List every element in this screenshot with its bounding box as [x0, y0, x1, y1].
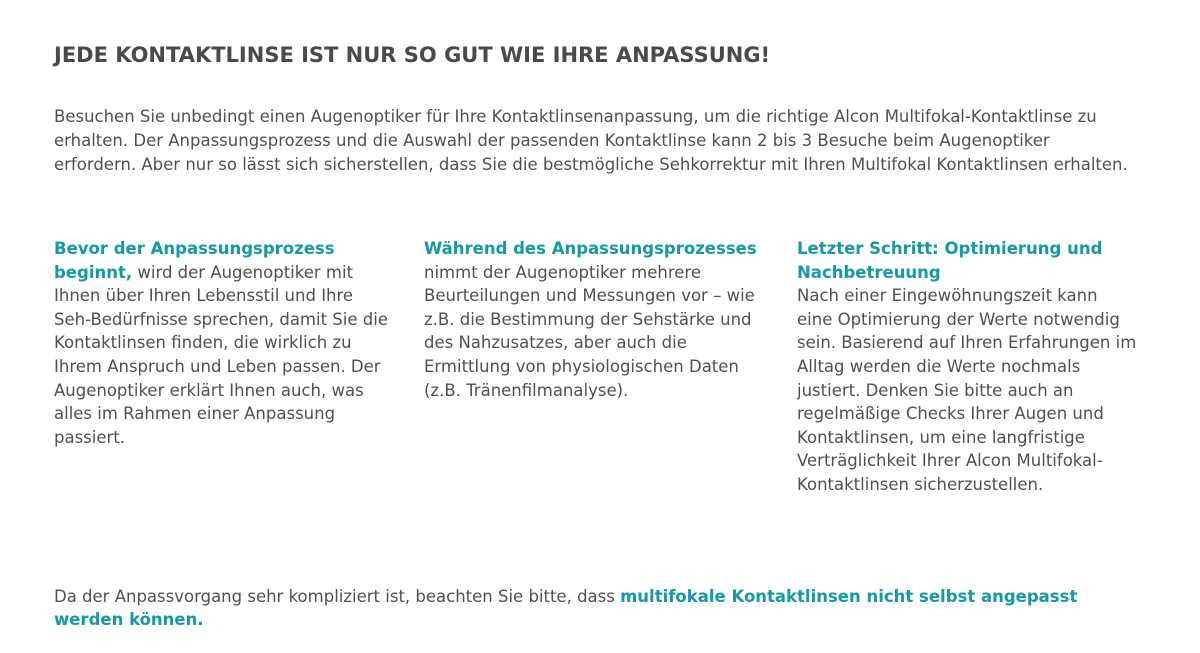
intro-paragraph: Besuchen Sie unbedingt einen Augenoptiker für Ihre Kontaktlinsenanpassung, um die richtige Alcon Multifokal-Kontaktlinse zu erhalten. Der Anpassungsprozess und die Auswahl der passenden Kontaktlinse kann 2 bis 3 Besuche beim Augenoptiker erfordern. Aber nur so lässt sich sicherstellen, dass Sie die bestmögliche Sehkorrektur mit Ihren Multifokal Kontaktlinsen erhalten. [54, 107, 1128, 174]
footer-note-highlight: multifokale Kontaktlinsen nicht selbst angepasst werden können. [54, 587, 1078, 629]
step-before-fitting [54, 237, 394, 449]
step-final-optimization [797, 237, 1137, 497]
step-during-fitting [424, 237, 769, 402]
footer-note [54, 585, 1144, 631]
footer-note-text: Da der Anpassvorgang sehr kompliziert ist, beachten Sie bitte, dass [54, 587, 621, 606]
step-before-fitting-body: wird der Augenoptiker mit Ihnen über Ihren Lebensstil und Ihre Seh-Bedürfnisse sprechen, damit Sie die Kontaktlinsen finden, die wirklich zu Ihrem Anspruch und Leben passen. Der Augenoptiker erklärt Ihnen auch, was alles im Rahmen einer Anpassung passiert. [54, 262, 388, 447]
step-before-fitting-heading: Bevor der Anpassungsprozess beginnt, [54, 239, 335, 282]
step-final-optimization-heading: Letzter Schritt: Optimierung und Nachbetreuung [797, 239, 1103, 282]
step-during-fitting-body: nimmt der Augenoptiker mehrere Beurteilungen und Messungen vor – wie z.B. die Bestimmung der Sehstärke und des Nahzusatzes, aber auch die Ermittlung von physiologischen Daten (z.B. Tränenfilmanalyse). [424, 262, 755, 400]
page-title: JEDE KONTAKTLINSE IST NUR SO GUT WIE IHRE ANPASSUNG! [54, 43, 771, 67]
step-final-optimization-body: Nach einer Eingewöhnungszeit kann eine Optimierung der Werte notwendig sein. Basierend auf Ihren Erfahrungen im Alltag werden die Werte nochmals justiert. Denken Sie bitte auch an regelmäßige Checks Ihrer Augen und Kontaktlinsen, um eine langfristige Verträglichkeit Ihrer Alcon Multifokal-Kontaktlinsen sicherzustellen. [797, 286, 1137, 494]
step-during-fitting-heading: Während des Anpassungsprozesses [424, 239, 757, 258]
